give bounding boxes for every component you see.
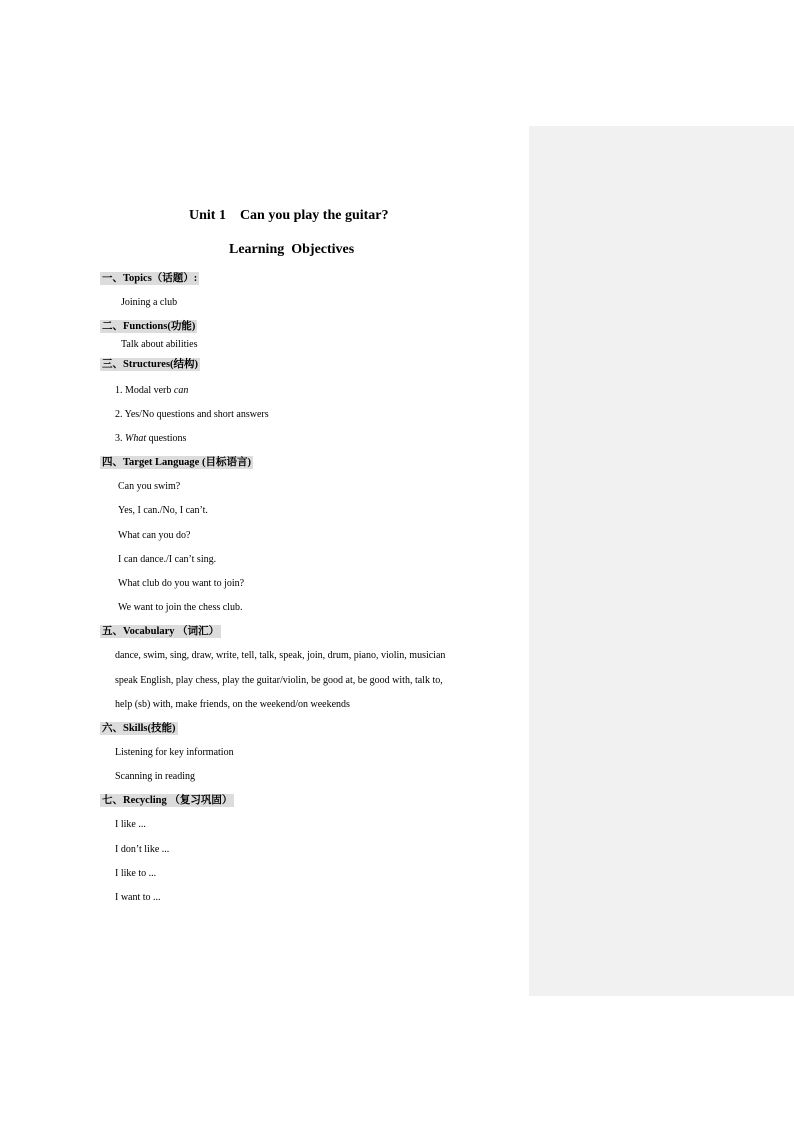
recycling-line: I don’t like ... xyxy=(115,844,170,855)
target-language-line: What club do you want to join? xyxy=(118,578,245,589)
document-title: Unit 1 Can you play the guitar? xyxy=(189,208,389,223)
document-subtitle: Learning Objectives xyxy=(229,242,355,257)
comment-pane xyxy=(529,126,794,996)
section-heading-recycling: 七、Recycling （复习巩固） xyxy=(102,795,233,806)
target-language-line: What can you do? xyxy=(118,530,191,541)
vocabulary-line: dance, swim, sing, draw, write, tell, talk, speak, join, drum, piano, violin, musician xyxy=(115,650,446,661)
topics-item: Joining a club xyxy=(121,297,178,308)
target-language-line: Yes, I can./No, I can’t. xyxy=(118,505,208,516)
section-heading-topics: 一、Topics（话题）: xyxy=(102,273,198,284)
target-language-line: I can dance./I can’t sing. xyxy=(118,554,217,565)
section-heading-functions: 二、Functions(功能) xyxy=(102,321,196,332)
vocabulary-line: help (sb) with, make friends, on the weekend/on weekends xyxy=(115,699,350,710)
structures-item-1: 1. Modal verb can xyxy=(115,385,189,396)
recycling-line: I want to ... xyxy=(115,892,161,903)
target-language-line: Can you swim? xyxy=(118,481,181,492)
functions-item: Talk about abilities xyxy=(121,339,198,350)
structures-item-3: 3. What questions xyxy=(115,433,187,444)
skills-line: Listening for key information xyxy=(115,747,234,758)
vocabulary-line: speak English, play chess, play the guitar/violin, be good at, be good with, talk to, xyxy=(115,675,443,686)
section-heading-target-language: 四、Target Language (目标语言) xyxy=(102,457,251,468)
recycling-line: I like to ... xyxy=(115,868,157,879)
structures-item-2: 2. Yes/No questions and short answers xyxy=(115,409,269,420)
section-heading-skills: 六、Skills(技能) xyxy=(102,723,176,734)
target-language-line: We want to join the chess club. xyxy=(118,602,243,613)
section-heading-vocabulary: 五、Vocabulary （词汇） xyxy=(102,626,220,637)
recycling-line: I like ... xyxy=(115,819,146,830)
section-heading-structures: 三、Structures(结构) xyxy=(102,359,199,370)
skills-line: Scanning in reading xyxy=(115,771,195,782)
